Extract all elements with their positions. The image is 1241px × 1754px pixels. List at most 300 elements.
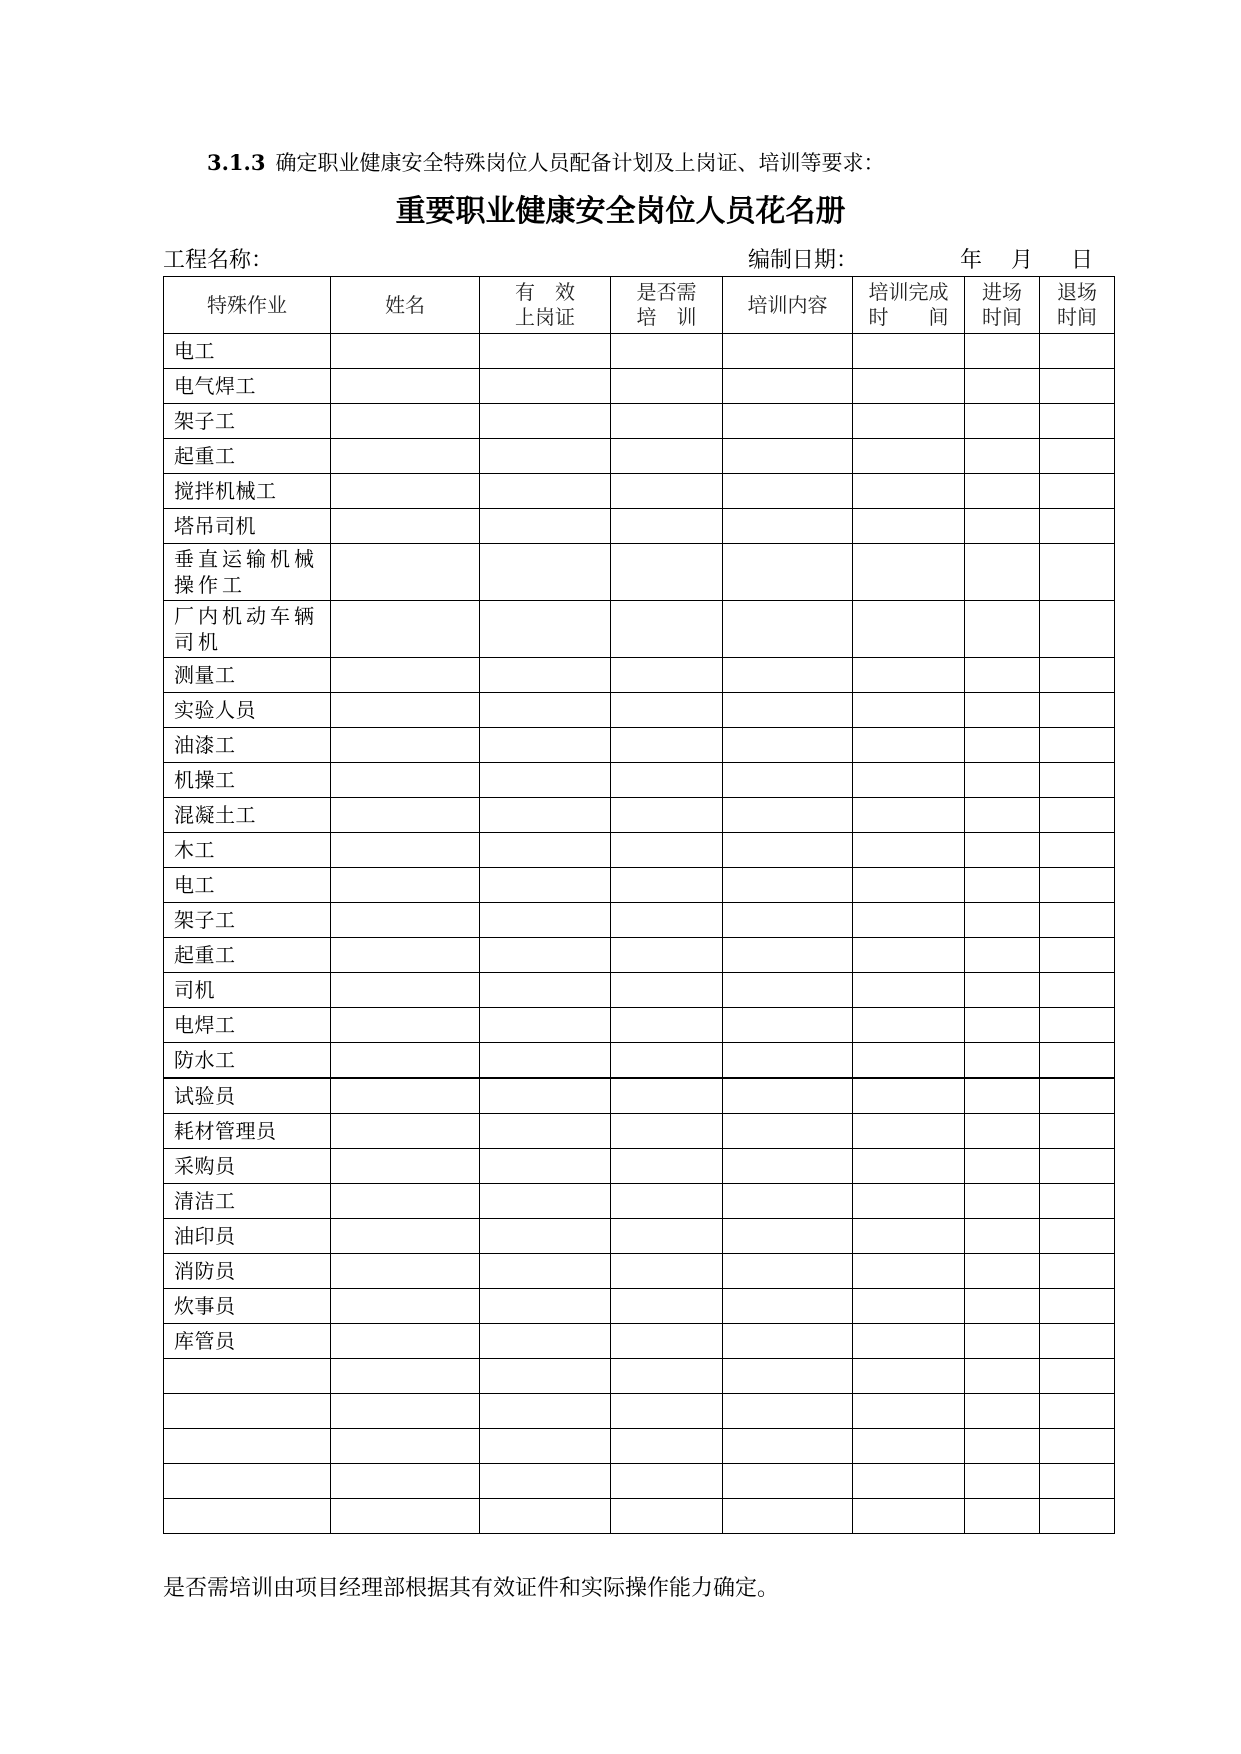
blank-entry-cell[interactable]	[611, 1394, 723, 1429]
table-row	[164, 868, 1115, 903]
blank-entry-cell[interactable]	[1040, 1359, 1115, 1394]
blank-entry-cell[interactable]	[611, 658, 723, 693]
blank-entry-cell[interactable]	[611, 1499, 723, 1534]
blank-entry-cell[interactable]	[723, 763, 853, 798]
blank-entry-cell[interactable]	[853, 938, 965, 973]
job-type-cell: 电工	[164, 334, 331, 369]
table-row	[164, 833, 1115, 868]
blank-entry-cell[interactable]	[1040, 868, 1115, 903]
blank-entry-cell[interactable]	[723, 938, 853, 973]
blank-entry-cell[interactable]	[853, 1254, 965, 1289]
blank-entry-cell[interactable]	[480, 973, 611, 1008]
blank-entry-cell[interactable]	[723, 693, 853, 728]
blank-entry-cell[interactable]	[1040, 1464, 1115, 1499]
blank-entry-cell[interactable]	[965, 1114, 1040, 1149]
project-name-label: 工程名称：	[163, 248, 274, 273]
blank-entry-cell[interactable]	[331, 1499, 480, 1534]
blank-entry-cell[interactable]	[331, 973, 480, 1008]
table-row	[164, 1114, 1115, 1149]
blank-entry-cell[interactable]	[480, 439, 611, 474]
blank-entry-cell[interactable]	[1040, 439, 1115, 474]
column-header-line: 时间	[982, 305, 1022, 329]
blank-entry-cell[interactable]	[480, 1254, 611, 1289]
blank-entry-cell[interactable]	[853, 1078, 965, 1114]
blank-entry-cell[interactable]	[480, 1149, 611, 1184]
blank-entry-cell[interactable]	[611, 1429, 723, 1464]
blank-entry-cell[interactable]	[1040, 1429, 1115, 1464]
personnel-roster-table	[163, 276, 1115, 1534]
blank-entry-cell[interactable]	[480, 1499, 611, 1534]
year-label: 年	[960, 248, 983, 273]
blank-entry-cell[interactable]	[723, 601, 853, 658]
blank-entry-cell[interactable]	[331, 1464, 480, 1499]
job-type-cell	[164, 1429, 331, 1464]
table-row	[164, 601, 1115, 658]
blank-entry-cell[interactable]	[480, 1359, 611, 1394]
blank-entry-cell[interactable]	[853, 369, 965, 404]
table-row	[164, 1499, 1115, 1534]
blank-entry-cell[interactable]	[965, 728, 1040, 763]
blank-entry-cell[interactable]	[965, 1219, 1040, 1254]
column-header	[1040, 277, 1115, 334]
job-type-cell	[164, 1394, 331, 1429]
blank-entry-cell[interactable]	[1040, 1184, 1115, 1219]
blank-entry-cell[interactable]	[480, 509, 611, 544]
blank-entry-cell[interactable]	[331, 833, 480, 868]
blank-entry-cell[interactable]	[723, 1324, 853, 1359]
blank-entry-cell[interactable]	[611, 369, 723, 404]
blank-entry-cell[interactable]	[611, 1114, 723, 1149]
blank-entry-cell[interactable]	[853, 1394, 965, 1429]
blank-entry-cell[interactable]	[965, 1149, 1040, 1184]
blank-entry-cell[interactable]	[1040, 1043, 1115, 1079]
table-row	[164, 369, 1115, 404]
blank-entry-cell[interactable]	[331, 1429, 480, 1464]
blank-entry-cell[interactable]	[331, 1219, 480, 1254]
blank-entry-cell[interactable]	[331, 369, 480, 404]
blank-entry-cell[interactable]	[965, 903, 1040, 938]
blank-entry-cell[interactable]	[965, 334, 1040, 369]
blank-entry-cell[interactable]	[853, 1219, 965, 1254]
blank-entry-cell[interactable]	[480, 658, 611, 693]
blank-entry-cell[interactable]	[1040, 334, 1115, 369]
blank-entry-cell[interactable]	[723, 1184, 853, 1219]
blank-entry-cell[interactable]	[965, 1359, 1040, 1394]
blank-entry-cell[interactable]	[965, 1008, 1040, 1043]
blank-entry-cell[interactable]	[1040, 1219, 1115, 1254]
table-row	[164, 1043, 1115, 1079]
blank-entry-cell[interactable]	[965, 1499, 1040, 1534]
blank-entry-cell[interactable]	[723, 509, 853, 544]
blank-entry-cell[interactable]	[723, 1219, 853, 1254]
blank-entry-cell[interactable]	[1040, 1114, 1115, 1149]
job-type-cell: 架子工	[164, 903, 331, 938]
blank-entry-cell[interactable]	[1040, 728, 1115, 763]
job-type-cell: 司机	[164, 973, 331, 1008]
blank-entry-cell[interactable]	[611, 1184, 723, 1219]
blank-entry-cell[interactable]	[853, 474, 965, 509]
blank-entry-cell[interactable]	[611, 1043, 723, 1079]
blank-entry-cell[interactable]	[723, 1289, 853, 1324]
blank-entry-cell[interactable]	[611, 1359, 723, 1394]
table-row	[164, 903, 1115, 938]
blank-entry-cell[interactable]	[480, 404, 611, 439]
blank-entry-cell[interactable]	[853, 1114, 965, 1149]
blank-entry-cell[interactable]	[1040, 1149, 1115, 1184]
blank-entry-cell[interactable]	[723, 658, 853, 693]
blank-entry-cell[interactable]	[723, 1043, 853, 1079]
blank-entry-cell[interactable]	[965, 693, 1040, 728]
blank-entry-cell[interactable]	[331, 1149, 480, 1184]
blank-entry-cell[interactable]	[331, 1078, 480, 1114]
blank-entry-cell[interactable]	[853, 728, 965, 763]
blank-entry-cell[interactable]	[480, 763, 611, 798]
blank-entry-cell[interactable]	[723, 1149, 853, 1184]
blank-entry-cell[interactable]	[723, 798, 853, 833]
blank-entry-cell[interactable]	[1040, 763, 1115, 798]
table-row	[164, 973, 1115, 1008]
blank-entry-cell[interactable]	[611, 763, 723, 798]
table-row	[164, 1219, 1115, 1254]
blank-entry-cell[interactable]	[723, 1078, 853, 1114]
table-row	[164, 1324, 1115, 1359]
blank-entry-cell[interactable]	[723, 903, 853, 938]
blank-entry-cell[interactable]	[1040, 1324, 1115, 1359]
blank-entry-cell[interactable]	[965, 1429, 1040, 1464]
blank-entry-cell[interactable]	[965, 1254, 1040, 1289]
blank-entry-cell[interactable]	[1040, 369, 1115, 404]
blank-entry-cell[interactable]	[480, 798, 611, 833]
job-type-cell: 电工	[164, 868, 331, 903]
blank-entry-cell[interactable]	[611, 973, 723, 1008]
blank-entry-cell[interactable]	[965, 544, 1040, 601]
blank-entry-cell[interactable]	[965, 938, 1040, 973]
blank-entry-cell[interactable]	[611, 1008, 723, 1043]
blank-entry-cell[interactable]	[965, 439, 1040, 474]
blank-entry-cell[interactable]	[723, 334, 853, 369]
blank-entry-cell[interactable]	[611, 1149, 723, 1184]
blank-entry-cell[interactable]	[331, 903, 480, 938]
blank-entry-cell[interactable]	[723, 1359, 853, 1394]
job-type-cell: 测量工	[164, 658, 331, 693]
footnote: 是否需培训由项目经理部根据其有效证件和实际操作能力确定。	[163, 1576, 780, 1601]
blank-entry-cell[interactable]	[611, 833, 723, 868]
blank-entry-cell[interactable]	[853, 334, 965, 369]
blank-entry-cell[interactable]	[480, 474, 611, 509]
blank-entry-cell[interactable]	[965, 1394, 1040, 1429]
blank-entry-cell[interactable]	[853, 1043, 965, 1079]
blank-entry-cell[interactable]	[480, 1219, 611, 1254]
blank-entry-cell[interactable]	[853, 544, 965, 601]
table-row	[164, 439, 1115, 474]
compile-date-label: 编制日期：	[748, 248, 859, 273]
job-type-cell: 清洁工	[164, 1184, 331, 1219]
blank-entry-cell[interactable]	[853, 1289, 965, 1324]
blank-entry-cell[interactable]	[611, 728, 723, 763]
job-type-cell: 电气焊工	[164, 369, 331, 404]
blank-entry-cell[interactable]	[480, 1289, 611, 1324]
blank-entry-cell[interactable]	[965, 369, 1040, 404]
blank-entry-cell[interactable]	[331, 938, 480, 973]
blank-entry-cell[interactable]	[1040, 1499, 1115, 1534]
blank-entry-cell[interactable]	[331, 439, 480, 474]
blank-entry-cell[interactable]	[853, 1359, 965, 1394]
blank-entry-cell[interactable]	[965, 1184, 1040, 1219]
blank-entry-cell[interactable]	[611, 938, 723, 973]
job-type-cell: 机操工	[164, 763, 331, 798]
blank-entry-cell[interactable]	[480, 693, 611, 728]
blank-entry-cell[interactable]	[1040, 404, 1115, 439]
blank-entry-cell[interactable]	[853, 693, 965, 728]
table-row	[164, 1078, 1115, 1114]
blank-entry-cell[interactable]	[480, 833, 611, 868]
blank-entry-cell[interactable]	[853, 903, 965, 938]
blank-entry-cell[interactable]	[853, 601, 965, 658]
column-header	[853, 277, 965, 334]
blank-entry-cell[interactable]	[611, 404, 723, 439]
blank-entry-cell[interactable]	[1040, 693, 1115, 728]
table-row	[164, 1008, 1115, 1043]
blank-entry-cell[interactable]	[723, 868, 853, 903]
job-type-cell: 防水工	[164, 1043, 331, 1079]
blank-entry-cell[interactable]	[480, 1394, 611, 1429]
blank-entry-cell[interactable]	[611, 798, 723, 833]
blank-entry-cell[interactable]	[853, 798, 965, 833]
blank-entry-cell[interactable]	[611, 1254, 723, 1289]
job-type-cell	[164, 1464, 331, 1499]
blank-entry-cell[interactable]	[1040, 938, 1115, 973]
blank-entry-cell[interactable]	[1040, 973, 1115, 1008]
blank-entry-cell[interactable]	[331, 728, 480, 763]
blank-entry-cell[interactable]	[611, 439, 723, 474]
blank-entry-cell[interactable]	[853, 833, 965, 868]
blank-entry-cell[interactable]	[1040, 1289, 1115, 1324]
job-type-cell: 油印员	[164, 1219, 331, 1254]
blank-entry-cell[interactable]	[331, 1254, 480, 1289]
blank-entry-cell[interactable]	[611, 544, 723, 601]
blank-entry-cell[interactable]	[331, 798, 480, 833]
job-type-cell	[164, 1359, 331, 1394]
blank-entry-cell[interactable]	[965, 509, 1040, 544]
table-row	[164, 938, 1115, 973]
blank-entry-cell[interactable]	[965, 973, 1040, 1008]
blank-entry-cell[interactable]	[723, 1114, 853, 1149]
blank-entry-cell[interactable]	[853, 1149, 965, 1184]
blank-entry-cell[interactable]	[853, 1429, 965, 1464]
blank-entry-cell[interactable]	[611, 868, 723, 903]
blank-entry-cell[interactable]	[480, 1184, 611, 1219]
blank-entry-cell[interactable]	[723, 369, 853, 404]
blank-entry-cell[interactable]	[1040, 1254, 1115, 1289]
blank-entry-cell[interactable]	[331, 1008, 480, 1043]
blank-entry-cell[interactable]	[853, 404, 965, 439]
blank-entry-cell[interactable]	[965, 1324, 1040, 1359]
blank-entry-cell[interactable]	[331, 1359, 480, 1394]
blank-entry-cell[interactable]	[480, 544, 611, 601]
blank-entry-cell[interactable]	[331, 1043, 480, 1079]
blank-entry-cell[interactable]	[965, 658, 1040, 693]
blank-entry-cell[interactable]	[1040, 1008, 1115, 1043]
blank-entry-cell[interactable]	[331, 1289, 480, 1324]
blank-entry-cell[interactable]	[853, 973, 965, 1008]
blank-entry-cell[interactable]	[853, 1499, 965, 1534]
blank-entry-cell[interactable]	[853, 1184, 965, 1219]
blank-entry-cell[interactable]	[331, 763, 480, 798]
column-header-line: 退场	[1057, 280, 1097, 304]
blank-entry-cell[interactable]	[965, 474, 1040, 509]
blank-entry-cell[interactable]	[480, 1043, 611, 1079]
blank-entry-cell[interactable]	[853, 868, 965, 903]
blank-entry-cell[interactable]	[611, 601, 723, 658]
table-row	[164, 658, 1115, 693]
table-row	[164, 1149, 1115, 1184]
job-type-cell: 耗材管理员	[164, 1114, 331, 1149]
blank-entry-cell[interactable]	[853, 509, 965, 544]
blank-entry-cell[interactable]	[480, 1008, 611, 1043]
job-type-cell: 搅拌机械工	[164, 474, 331, 509]
blank-entry-cell[interactable]	[611, 509, 723, 544]
blank-entry-cell[interactable]	[611, 1219, 723, 1254]
job-type-cell: 木工	[164, 833, 331, 868]
blank-entry-cell[interactable]	[480, 334, 611, 369]
column-header-line: 时 间	[868, 305, 949, 329]
blank-entry-cell[interactable]	[480, 868, 611, 903]
blank-entry-cell[interactable]	[331, 658, 480, 693]
blank-entry-cell[interactable]	[480, 728, 611, 763]
blank-entry-cell[interactable]	[723, 1394, 853, 1429]
blank-entry-cell[interactable]	[331, 404, 480, 439]
table-row	[164, 693, 1115, 728]
blank-entry-cell[interactable]	[723, 1008, 853, 1043]
blank-entry-cell[interactable]	[723, 439, 853, 474]
blank-entry-cell[interactable]	[1040, 1394, 1115, 1429]
job-type-cell	[164, 1499, 331, 1534]
blank-entry-cell[interactable]	[965, 1289, 1040, 1324]
blank-entry-cell[interactable]	[611, 474, 723, 509]
blank-entry-cell[interactable]	[1040, 658, 1115, 693]
blank-entry-cell[interactable]	[480, 1114, 611, 1149]
blank-entry-cell[interactable]	[853, 1008, 965, 1043]
blank-entry-cell[interactable]	[1040, 544, 1115, 601]
table-row	[164, 798, 1115, 833]
blank-entry-cell[interactable]	[1040, 509, 1115, 544]
blank-entry-cell[interactable]	[611, 1324, 723, 1359]
blank-entry-cell[interactable]	[611, 1078, 723, 1114]
column-header	[480, 277, 611, 334]
blank-entry-cell[interactable]	[331, 544, 480, 601]
blank-entry-cell[interactable]	[853, 439, 965, 474]
column-header-line: 姓名	[385, 292, 425, 317]
blank-entry-cell[interactable]	[331, 334, 480, 369]
table-row	[164, 728, 1115, 763]
blank-entry-cell[interactable]	[723, 728, 853, 763]
blank-entry-cell[interactable]	[331, 868, 480, 903]
blank-entry-cell[interactable]	[331, 1324, 480, 1359]
blank-entry-cell[interactable]	[331, 474, 480, 509]
blank-entry-cell[interactable]	[723, 544, 853, 601]
column-header-line: 上岗证	[515, 305, 575, 329]
blank-entry-cell[interactable]	[480, 1078, 611, 1114]
blank-entry-cell[interactable]	[723, 1254, 853, 1289]
table-row	[164, 1359, 1115, 1394]
blank-entry-cell[interactable]	[965, 1043, 1040, 1079]
job-type-cell: 库管员	[164, 1324, 331, 1359]
blank-entry-cell[interactable]	[723, 1464, 853, 1499]
blank-entry-cell[interactable]	[331, 1114, 480, 1149]
blank-entry-cell[interactable]	[1040, 474, 1115, 509]
column-header-line: 培训完成	[868, 280, 949, 304]
blank-entry-cell[interactable]	[1040, 601, 1115, 658]
blank-entry-cell[interactable]	[611, 334, 723, 369]
column-header-line: 培 训	[636, 305, 697, 329]
blank-entry-cell[interactable]	[480, 601, 611, 658]
blank-entry-cell[interactable]	[480, 369, 611, 404]
blank-entry-cell[interactable]	[331, 1394, 480, 1429]
blank-entry-cell[interactable]	[965, 1078, 1040, 1114]
blank-entry-cell[interactable]	[331, 509, 480, 544]
column-header-line: 时间	[1057, 305, 1097, 329]
table-row	[164, 474, 1115, 509]
blank-entry-cell[interactable]	[853, 1324, 965, 1359]
column-header-line: 培训内容	[747, 292, 828, 317]
column-header-line: 特殊作业	[207, 292, 287, 317]
blank-entry-cell[interactable]	[965, 601, 1040, 658]
blank-entry-cell[interactable]	[853, 1464, 965, 1499]
table-row	[164, 1394, 1115, 1429]
blank-entry-cell[interactable]	[965, 1464, 1040, 1499]
blank-entry-cell[interactable]	[331, 1184, 480, 1219]
blank-entry-cell[interactable]	[723, 1499, 853, 1534]
blank-entry-cell[interactable]	[331, 693, 480, 728]
job-type-cell: 试验员	[164, 1078, 331, 1114]
blank-entry-cell[interactable]	[611, 1289, 723, 1324]
blank-entry-cell[interactable]	[1040, 903, 1115, 938]
blank-entry-cell[interactable]	[965, 833, 1040, 868]
table-row	[164, 1254, 1115, 1289]
blank-entry-cell[interactable]	[611, 693, 723, 728]
job-type-cell: 实验人员	[164, 693, 331, 728]
table-row	[164, 404, 1115, 439]
blank-entry-cell[interactable]	[965, 763, 1040, 798]
blank-entry-cell[interactable]	[723, 1429, 853, 1464]
blank-entry-cell[interactable]	[965, 404, 1040, 439]
blank-entry-cell[interactable]	[331, 601, 480, 658]
blank-entry-cell[interactable]	[723, 833, 853, 868]
blank-entry-cell[interactable]	[723, 474, 853, 509]
blank-entry-cell[interactable]	[1040, 1078, 1115, 1114]
job-type-cell: 厂内机动车辆司机	[164, 601, 331, 658]
blank-entry-cell[interactable]	[853, 763, 965, 798]
blank-entry-cell[interactable]	[723, 973, 853, 1008]
blank-entry-cell[interactable]	[480, 903, 611, 938]
blank-entry-cell[interactable]	[965, 798, 1040, 833]
table-row	[164, 1289, 1115, 1324]
blank-entry-cell[interactable]	[965, 868, 1040, 903]
blank-entry-cell[interactable]	[480, 938, 611, 973]
blank-entry-cell[interactable]	[853, 658, 965, 693]
blank-entry-cell[interactable]	[480, 1429, 611, 1464]
blank-entry-cell[interactable]	[611, 1464, 723, 1499]
job-type-cell: 起重工	[164, 439, 331, 474]
day-label: 日	[1071, 248, 1094, 273]
blank-entry-cell[interactable]	[611, 903, 723, 938]
blank-entry-cell[interactable]	[480, 1324, 611, 1359]
blank-entry-cell[interactable]	[1040, 833, 1115, 868]
blank-entry-cell[interactable]	[723, 404, 853, 439]
blank-entry-cell[interactable]	[1040, 798, 1115, 833]
column-header	[965, 277, 1040, 334]
blank-entry-cell[interactable]	[480, 1464, 611, 1499]
